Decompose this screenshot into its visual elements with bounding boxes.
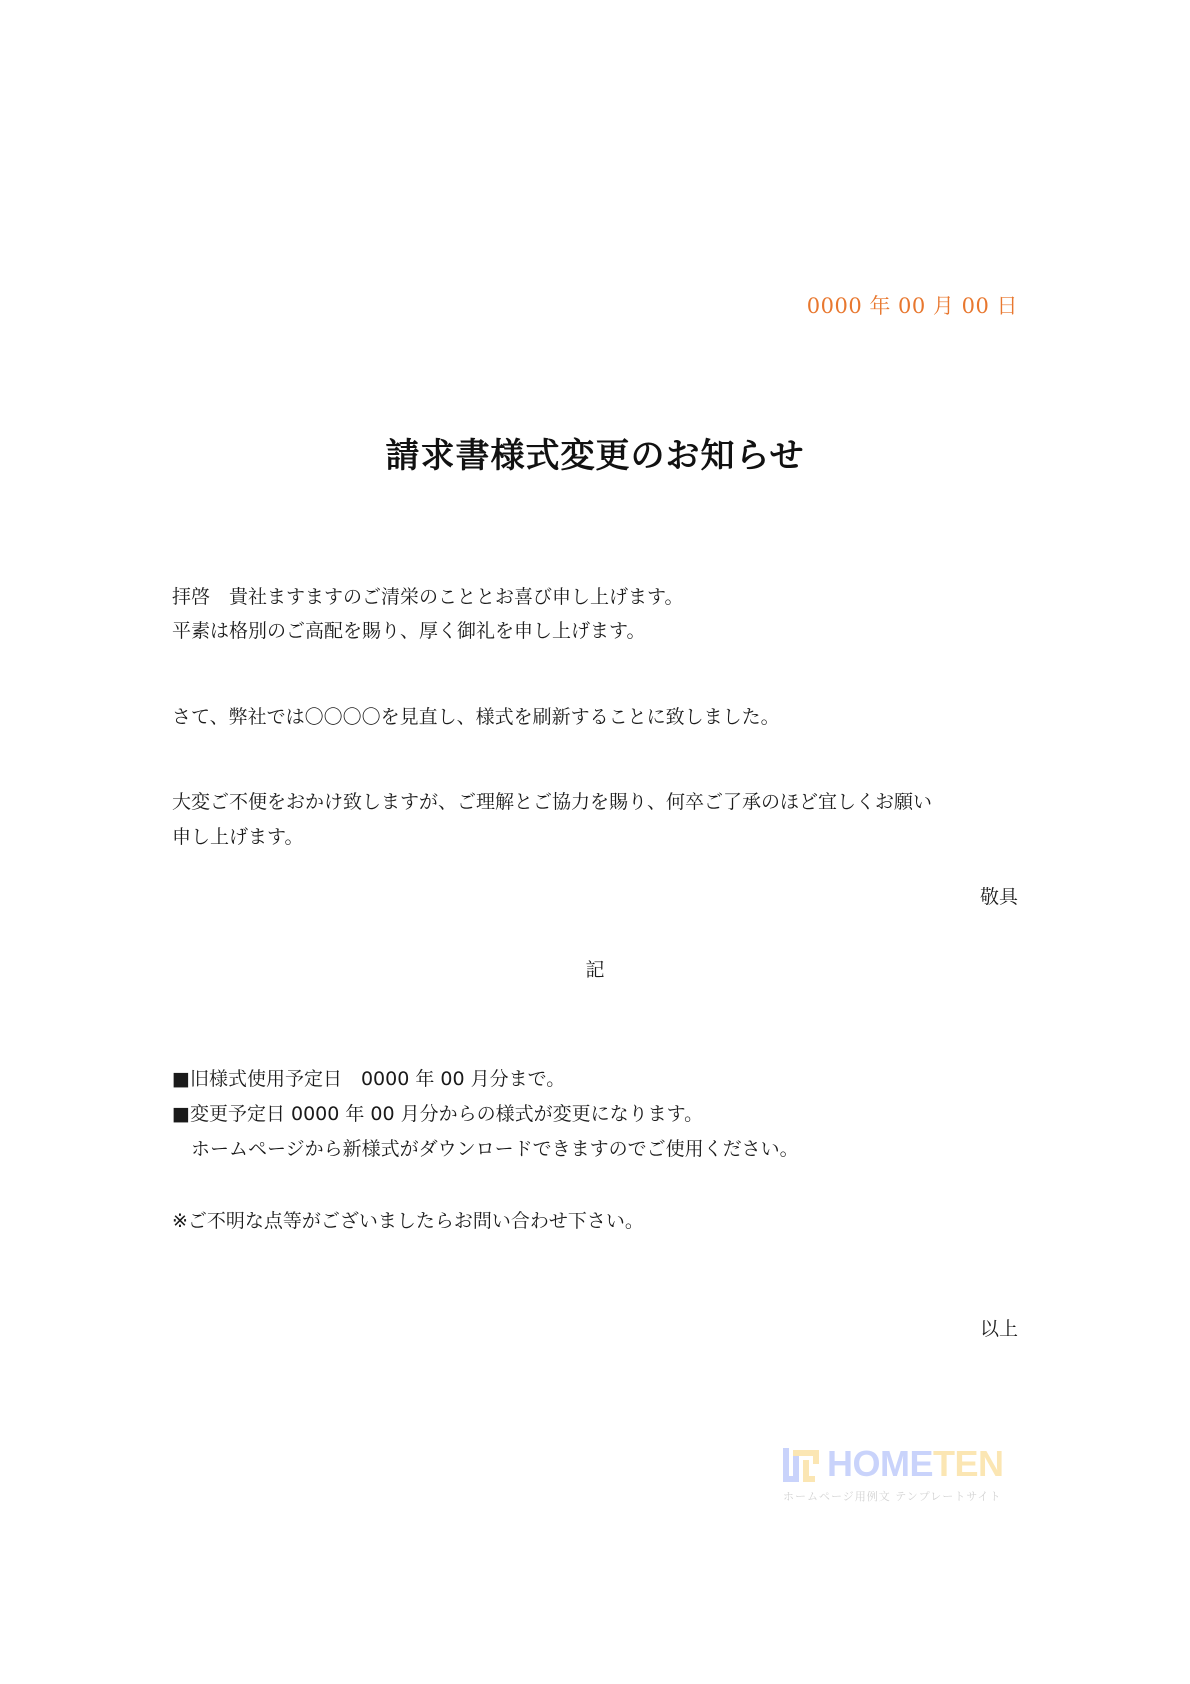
hometen-logo-icon bbox=[783, 1448, 821, 1482]
detail-item-old-format: ■旧様式使用予定日 0000 年 00 月分まで。 bbox=[172, 1068, 566, 1090]
logo-subtitle: ホームページ用例文 テンプレートサイト bbox=[783, 1490, 1002, 1503]
record-heading: 記 bbox=[585, 959, 605, 981]
logo-ten-text: TEN bbox=[933, 1443, 1004, 1484]
logo-home-text: HOME bbox=[827, 1443, 933, 1484]
document-date: 0000 年 00 月 00 日 bbox=[806, 294, 1018, 318]
body-paragraph-2-line-1: 大変ご不便をおかけ致しますが、ご理解とご協力を賜り、何卒ご了承のほど宜しくお願い bbox=[172, 791, 933, 813]
greeting-line-1: 拝啓 貴社ますますのご清栄のこととお喜び申し上げます。 bbox=[172, 586, 684, 608]
detail-item-change-date: ■変更予定日 0000 年 00 月分からの様式が変更になります。 bbox=[172, 1103, 704, 1125]
hometen-logo-wordmark bbox=[827, 1444, 1004, 1484]
greeting-line-2: 平素は格別のご高配を賜り、厚く御礼を申し上げます。 bbox=[172, 620, 646, 642]
detail-item-download-note: ホームページから新様式がダウンロードできますのでご使用ください。 bbox=[172, 1138, 799, 1160]
body-paragraph-1: さて、弊社では〇〇〇〇を見直し、様式を刷新することに致しました。 bbox=[172, 706, 780, 728]
hometen-logo bbox=[783, 1443, 1023, 1508]
body-paragraph-2-line-2: 申し上げます。 bbox=[172, 826, 304, 848]
closing-keigu: 敬具 bbox=[979, 886, 1018, 908]
inquiry-note: ※ご不明な点等がございましたらお問い合わせ下さい。 bbox=[172, 1210, 644, 1232]
closing-ijou: 以上 bbox=[979, 1318, 1018, 1340]
document-title: 請求書様式変更のお知らせ bbox=[385, 436, 805, 476]
